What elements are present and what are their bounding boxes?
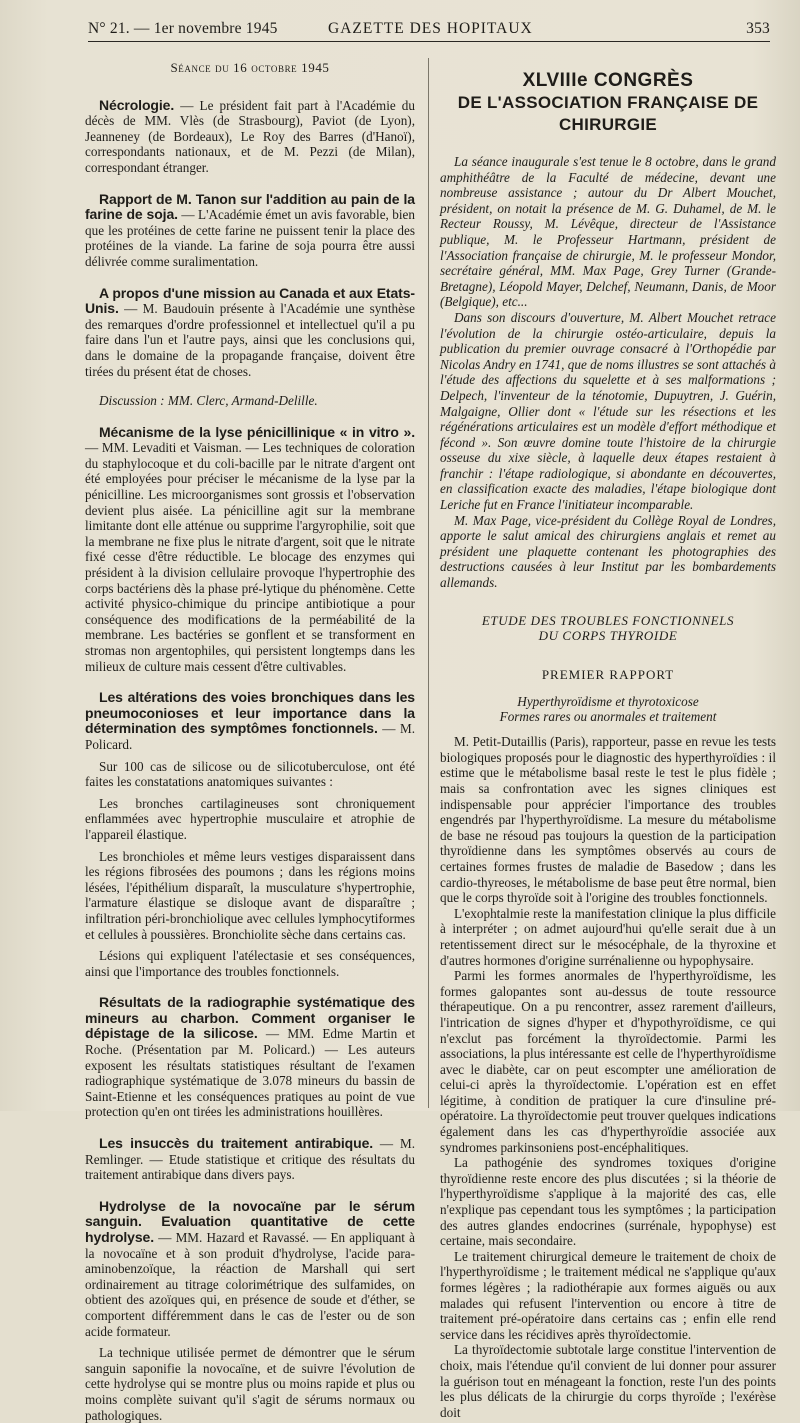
header-rule: [88, 41, 770, 42]
canada-discussion: Discussion : MM. Clerc, Armand-Delille.: [99, 393, 318, 409]
hyper-heading-line1: Hyperthyroïdisme et thyrotoxicose: [517, 694, 699, 710]
left-column: [85, 60, 415, 1423]
max-page-paragraph: M. Max Page, vice-président du Collège Royal de Londres, apporte le salut amical des chirurgiens anglais et remet au président une plaquette contenant les photographies des destructions causées à leur Institut par les bombardements allemands.: [440, 512, 776, 591]
farine-title: Rapport de M. Tanon sur l'addition au pain de la farine de soja.: [85, 190, 415, 223]
right-column: [440, 70, 776, 1420]
pneumo-p4: Lésions qui expliquent l'atélectasie et ses conséquences, ainsi que l'importance des troubles fonctionnels.: [85, 948, 415, 979]
hyper-heading-line2: Formes rares ou anormales et traitement: [499, 709, 717, 725]
pneumo-p3: Les bronchioles et même leurs vestiges disparaissent dans les régions fibrosées des poumons ; dans les régions moins lésées, l'épithélium disparaît, la musculature s'hypertrophie, l'armature élastique se disloque avant de disparaître ; infiltration péri-bronchiolique avec cellules lymphocytiformes et cellules à poussières. Bronchiolite sèche dans certains cas.: [85, 848, 415, 942]
canada-text: — M. Baudouin présente à l'Académie une synthèse des remarques d'ordre professionnel et intellectuel qu'il a pu faire dans l'un et l'autre pays, ainsi que les conclusions qui, dans le domaine de la propagande française, doivent être tirées du présent état de choses.: [85, 301, 415, 379]
issue-date: N° 21. — 1er novembre 1945: [88, 20, 278, 37]
necrologie-text: — Le président fait part à l'Académie du décès de MM. Vlès (de Strasbourg), Paviot (de Lyon), Jeanneney (de Bordeaux), Le Roy des Barres (d'Hanoï), correspondants nationaux, et de M. Pezzi (de Milan), correspondant étranger.: [85, 97, 415, 175]
session-heading: Séance du 16 octobre 1945: [170, 60, 330, 75]
novocaine-title: Hydrolyse de la novocaïne par le sérum sanguin. Evaluation quantitative de cette hydrolyse.: [85, 1197, 415, 1245]
insucces-title: Les insuccès du traitement antirabique.: [99, 1135, 374, 1152]
pneumo-title: Les altérations des voies bronchiques dans les pneumoconioses et leur importance dans la détermination des symptômes fonctionnels.: [85, 689, 415, 737]
novocaine-text: — MM. Hazard et Ravassé. — En appliquant à la novocaïne et à son produit d'hydrolyse, l'acide para-aminobenzoïque, la réaction de Marshall qui sert ordinairement au titrage colorimétrique des sulfamides, on obtient des azoïques qui, en présence de soude et d'éther, se comportent différemment dans le cas de l'ester ou de son acide formateur.: [85, 1230, 415, 1339]
rapport-p3: Parmi les formes anormales de l'hyperthyroïdisme, les formes galopantes sont au-dessus de toute ressource thérapeutique. On a pu rencontrer, assez rarement d'ailleurs, l'intrication de signes d'hyper et d'hypothyroïdisme, ce qui n'exclut pas forcément la thyroïdectomie. Parmi les associations, la plus intéressante est celle de l'hyperthyroïdisme avec le diabète, car on peut escompter une amélioration de celui-ci après la thyroïdectomie. L'opération est en effet légitime, à condition de pratiquer la cure d'insuline pré-opératoire. La thyroïdectomie peut trouver quelques indications également dans les cas d'hyperthyroïdie associée aux syndromes parkinsoniens post-encéphalitiques.: [440, 968, 776, 1155]
lyse-text: — MM. Levaditi et Vaisman. — Les techniques de coloration du staphylocoque et du coli-bacille par le nitrate d'argent ont été employées pour préciser le mécanisme de la lyse par la pénicilline. Les microorganismes sont grossis et l'observation devient plus aisée. La pénicilline agit sur la membrane limitante dont elle atténue ou supprime l'argyrophilie, soit que la membrane ne fixe plus le nitrate d'argent, soit que le nitrate fixé cesse d'être réductible. Le blocage des enzymes qui président à la division cellulaire provoque l'hypertrophie des corps bactériens dès la phase pré-lytique du phénomène. Cette activité physico-chimique du principe antibiotique a pour conséquence des modifications de la perméabilité de la membrane. Les bactéries se gonflent et se transforment en stromas non argentophiles, qui persistent longtemps dans les milieux de culture mais cessent d'être cultivables.: [85, 440, 415, 674]
necrologie-title: Nécrologie.: [99, 96, 175, 113]
farine-text: — L'Académie émet un avis favorable, bien que les protéines de cette farine ne puissent tenir la place des protéines de la viande. La farine de soja pourra être aussi délivrée comme suralimentation.: [85, 207, 415, 269]
discours-paragraph: Dans son discours d'ouverture, M. Albert Mouchet retrace l'évolution de la chirurgie ostéo-articulaire, depuis la publication du premier ouvrage consacré à l'Orthopédie par Nicolas Andry en 1741, que de noms illustres se sont attachés à l'étude des affections du squelette et à ses malformations ; Delpech, l'inventeur de la ténotomie, Dupuytren, J. Guérin, Malgaigne, Ollier dont « l'étude sur les résections et les régénérations articulaires est un modèle d'effort méthodique et fécond ». Son œuvre domine toute l'histoire de la chirurgie osseuse du xixe siècle, à laquelle deux étapes restaient à franchir : l'étape radiologique, si abondante en découvertes, en classification exacte des maladies, l'étape biologique dont Leriche fut en France l'initiateur incomparable.: [440, 309, 776, 513]
rapport-p6: La thyroïdectomie subtotale large constitue l'intervention de choix, mais l'étendue qu'il convient de lui donner pour assurer la guérison tout en ménageant la fonction, reste l'un des points les plus délicats de la chirurgie du corps thyroïde ; l'exérèse doit: [440, 1342, 776, 1420]
rapport-p4: La pathogénie des syndromes toxiques d'origine thyroïdienne reste encore des plus discutées ; si la théorie de l'hyperthyroïdisme s'applique à la majorité des cas, elle n'explique pas cependant tous les symptômes ; la participation des autres glandes endocrines (surrénale, hypophyse) est certaine, mais secondaire.: [440, 1155, 776, 1249]
seance-paragraph: La séance inaugurale s'est tenue le 8 octobre, dans le grand amphithéâtre de la Faculté de médecine, devant une nombreuse assistance ; autour du Dr Albert Mouchet, président, on notait la présence de M. G. Duhamel, de M. le Recteur Roussy, M. Lévêque, directeur de l'Assistance publique, M. le Professeur Hartmann, président de l'Association française de chirurgie, M. le professeur Mondor, secrétaire général, MM. Max Page, Grey Turner (Grande-Bretagne), Léopold Mayer, Delchef, Neumann, Danis, de Moor (Belgique), etc...: [440, 154, 776, 310]
novocaine-p2: La technique utilisée permet de démontrer que le sérum sanguin saponifie la novocaïne, et de suivre l'évolution de cette hydrolyse qui se montre plus ou moins rapide et plus ou moins complète suivant qu'il s'agit de sérums normaux ou pathologiques.: [85, 1345, 415, 1423]
canada-title: A propos d'une mission au Canada et aux Etats-Unis.: [85, 284, 415, 317]
necrologie-paragraph: [85, 98, 415, 176]
congres-title: XLVIIIe CONGRÈS: [522, 70, 694, 91]
insucces-paragraph: [85, 1136, 415, 1183]
pneumo-paragraph: [85, 690, 415, 752]
farine-paragraph: [85, 192, 415, 270]
rapport-p5: Le traitement chirurgical demeure le traitement de choix de l'hyperthyroïdisme ; le traitement médical ne s'applique qu'aux formes légères ; la radiothérapie aux formes aiguës ou aux malades qui refusent l'intervention ou encore à titre de traitement pré-opératoire dans certains cas ; enfin elle rend service dans les récidives après thyroïdectomie.: [440, 1248, 776, 1342]
pneumo-p1: Sur 100 cas de silicose ou de silicotuberculose, ont été faites les constatations anatomiques suivantes :: [85, 758, 415, 790]
column-divider: [428, 58, 429, 1108]
pneumo-p2: Les bronches cartilagineuses sont chroniquement enflammées avec hypertrophie musculaire et atrophie de l'appareil élastique.: [85, 795, 415, 842]
rapport-p1: M. Petit-Dutaillis (Paris), rapporteur, passe en revue les tests biologiques proposés pour le diagnostic des hyperthyroïdies : il estime que le métabolisme basal reste le test le plus fidèle ; mais sa confrontation avec les signes cliniques est indispensable pour apprécier l'importance des troubles engendrés par l'hyperthyroïdisme. La mesure du métabolisme de base ne résoud pas toujours la question de la participation thyroïdienne dans les symptômes observés au cours de certaines formes frustes de maladie de Basedow ; dans les cardio-thyreoses, le métabolisme de base peut être normal, bien que le corps thyroïde soit à l'origine des troubles fonctionnels.: [440, 734, 776, 906]
lyse-title: Mécanisme de la lyse pénicillinique « in vitro ».: [99, 423, 415, 440]
journal-title: GAZETTE DES HOPITAUX: [328, 20, 533, 37]
radio-paragraph: [85, 995, 415, 1120]
radio-text: — MM. Edme Martin et Roche. (Présentation par M. Policard.) — Les auteurs exposent les résultats statistiques résultant de l'examen radiographique systématique de 3.078 mineurs du bassin de Saint-Etienne et les conséquences pratiques au point de vue protection qu'en ont tirées les administrations houillères.: [85, 1026, 416, 1120]
rapport-heading: PREMIER RAPPORT: [541, 666, 675, 682]
page-header: [88, 20, 770, 42]
lyse-paragraph: [85, 425, 415, 675]
page-number: 353: [746, 20, 770, 37]
pneumo-author: — M. Policard.: [85, 721, 415, 752]
rapport-p2: L'exophtalmie reste la manifestation clinique la plus difficile à interpréter ; on admet aujourd'hui qu'elle serait due à un retentissement direct sur le mésocéphale, de la thyroxine et d'autres hormones d'origine surrénalienne ou hypophysaire.: [440, 905, 776, 968]
radio-title: Résultats de la radiographie systématique des mineurs au charbon. Comment organiser le dépistage de la silicose.: [85, 994, 415, 1042]
canada-paragraph: [85, 286, 415, 380]
etude-heading-line2: DU CORPS THYROIDE: [538, 627, 678, 643]
insucces-text: — M. Remlinger. — Etude statistique et critique des résultats du traitement antirabique dans divers pays.: [85, 1136, 415, 1183]
novocaine-paragraph: [85, 1199, 415, 1339]
etude-heading-line1: ETUDE DES TROUBLES FONCTIONNELS: [481, 612, 735, 628]
congres-subtitle: DE L'ASSOCIATION FRANÇAISE DE CHIRURGIE: [457, 93, 759, 134]
